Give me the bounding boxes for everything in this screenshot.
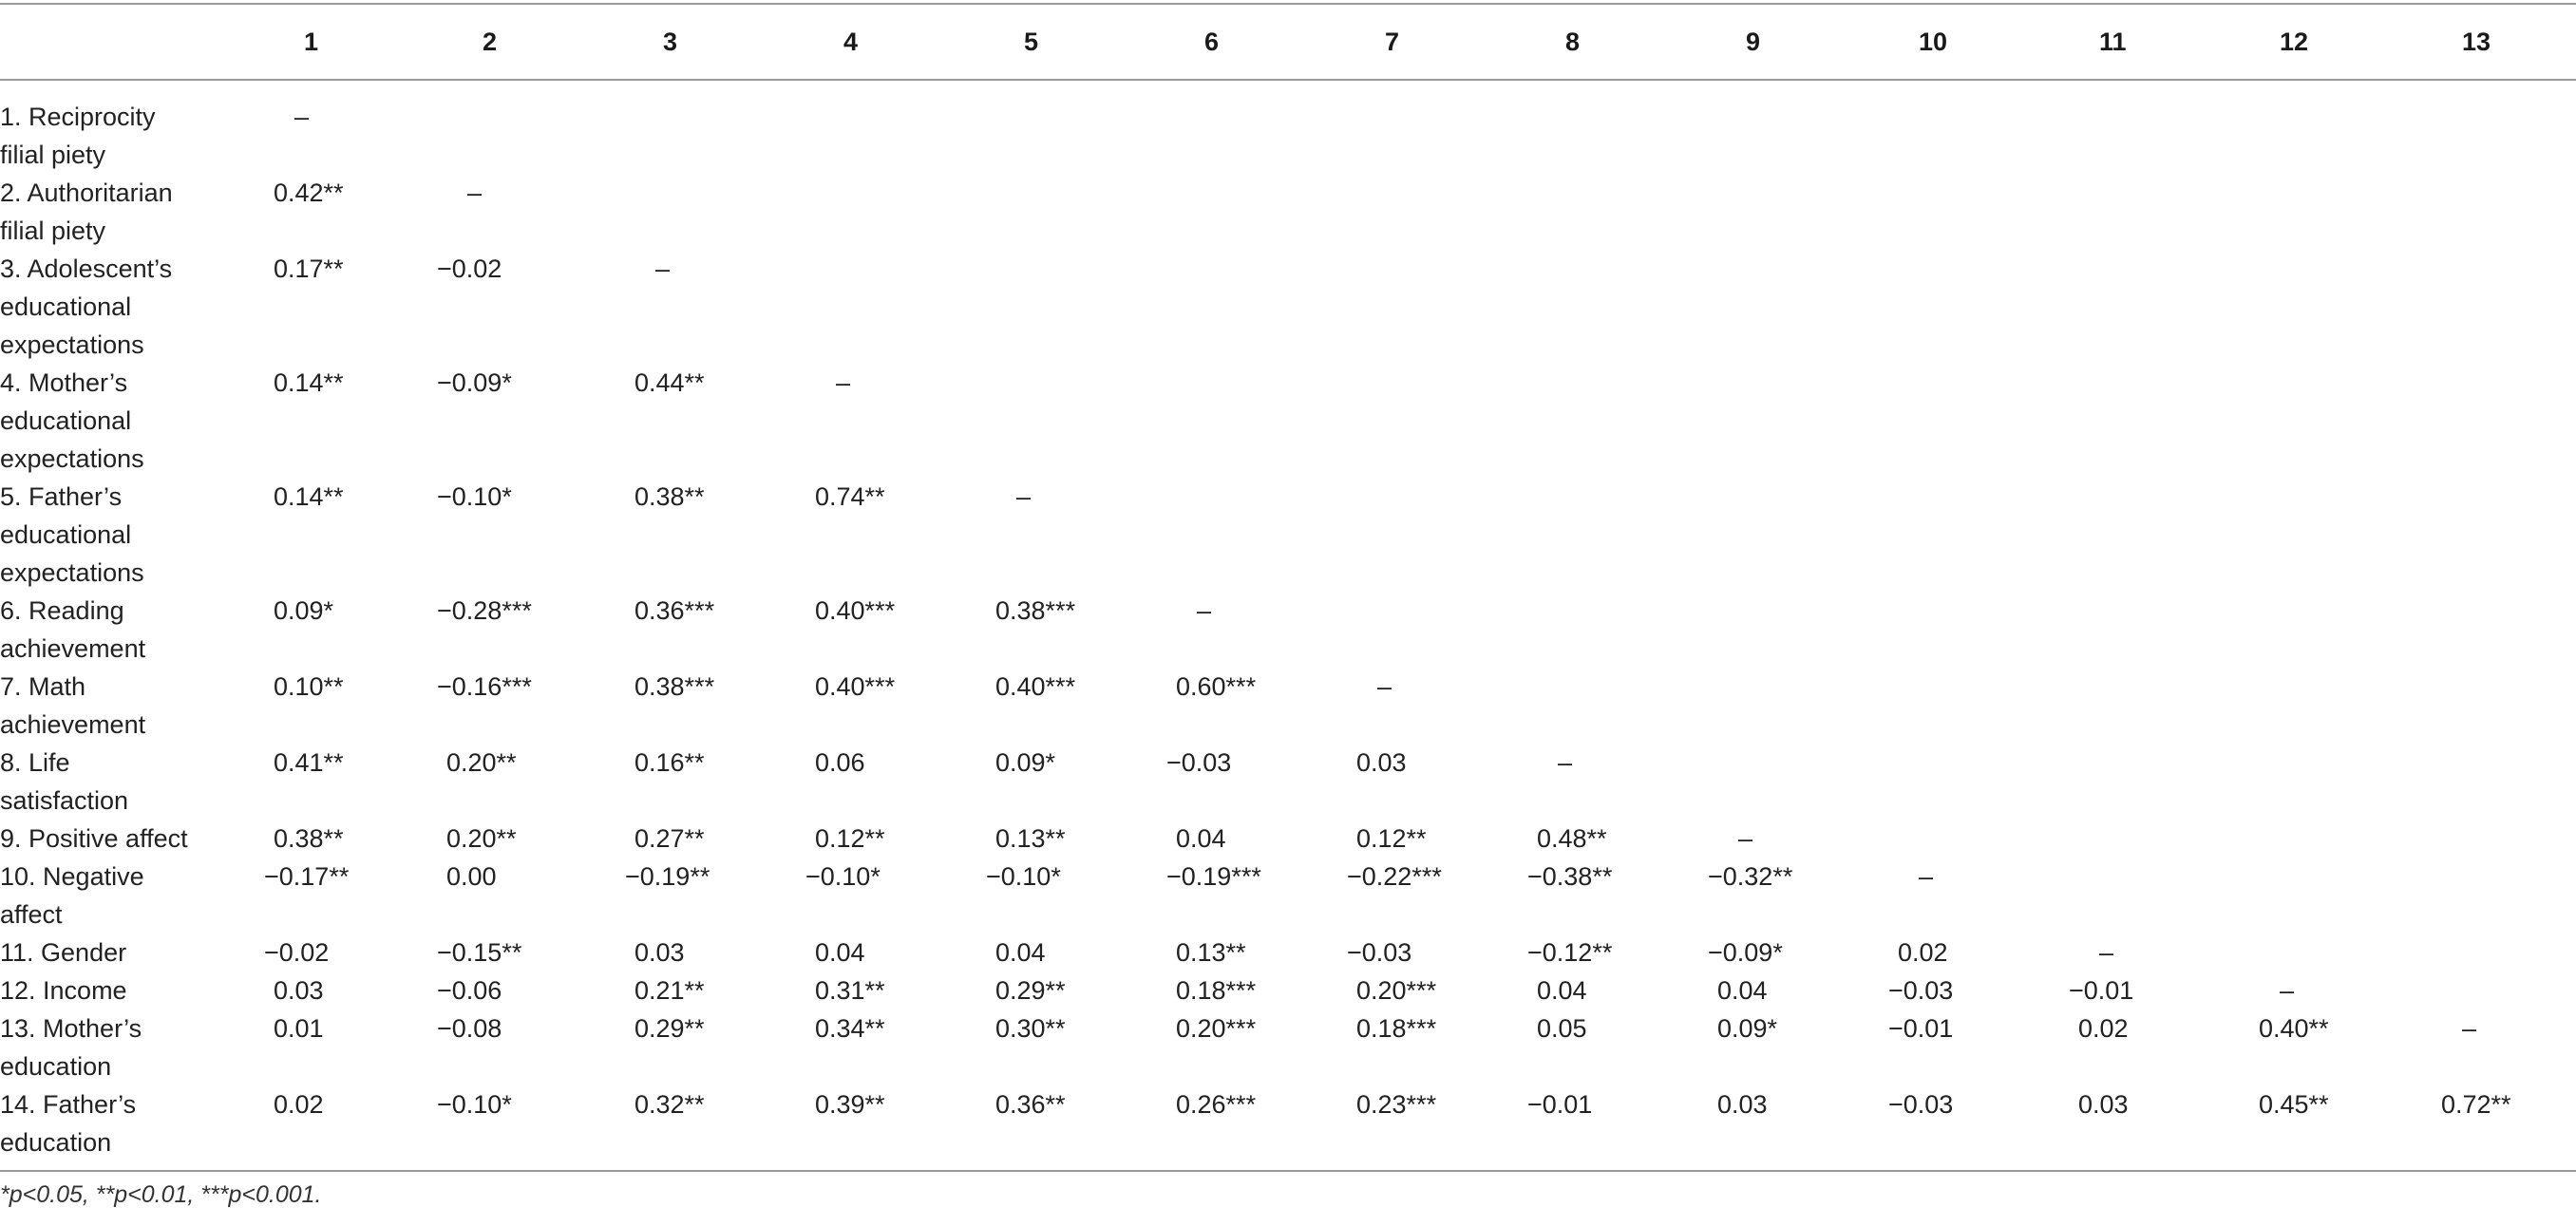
table-cell: [1995, 250, 2175, 364]
table-cell: –: [2280, 976, 2295, 1005]
table-cell: [2356, 174, 2576, 250]
table-cell: 0.13**: [1176, 938, 1246, 967]
table-cell: 0.04: [815, 938, 865, 967]
table-cell: 0.34**: [815, 1014, 885, 1043]
table-cell: [1995, 79, 2175, 174]
table-body: [0, 79, 2576, 1161]
table-cell: 0.74**: [815, 482, 885, 511]
table-cell: −0.32**: [1708, 862, 1793, 891]
table-cell: −0.28***: [437, 596, 532, 625]
table-cell: 0.38**: [635, 482, 705, 511]
table-cell: [912, 79, 1092, 174]
table-cell: 0.20**: [446, 748, 517, 777]
table-cell: 0.21**: [635, 976, 705, 1005]
table-cell: [551, 79, 731, 174]
row-label: 12. Income: [0, 976, 127, 1005]
table-cell: [1092, 478, 1273, 592]
table-cell: 0.26***: [1176, 1090, 1257, 1119]
table-cell: −0.09*: [437, 368, 512, 397]
header-cell-3: 3: [663, 28, 678, 56]
table-cell: −0.19***: [1166, 862, 1261, 891]
table-cell: [2356, 478, 2576, 592]
table-cell: −0.22***: [1347, 862, 1442, 891]
table-cell: [1273, 364, 1453, 478]
header-cell-1: 1: [304, 28, 319, 56]
table-cell: 0.40**: [2259, 1014, 2329, 1043]
table-cell: [1453, 668, 1634, 744]
table-cell: 0.02: [1898, 938, 1948, 967]
table-cell: 0.09*: [274, 596, 334, 625]
row-label: 1. Reciprocity filial piety: [0, 103, 156, 169]
table-cell: [1995, 592, 2175, 668]
row-label: 4. Mother’s educational expectations: [0, 368, 144, 473]
table-cell: 0.04: [1176, 824, 1226, 853]
table-cell: 0.40***: [815, 672, 896, 701]
header-row: [0, 5, 2576, 79]
row-label: 8. Life satisfaction: [0, 748, 129, 815]
table-cell: [1273, 79, 1453, 174]
table-cell: [2356, 592, 2576, 668]
table-cell: 0.20***: [1176, 1014, 1257, 1043]
table-cell: 0.16**: [635, 748, 705, 777]
table-cell: [912, 174, 1092, 250]
table-cell: 0.03: [1356, 748, 1407, 777]
table-cell: 0.10**: [274, 672, 344, 701]
table-cell: [1814, 250, 1995, 364]
table-cell: 0.44**: [635, 368, 705, 397]
table-cell: −0.06: [437, 976, 502, 1005]
table-cell: −0.03: [1888, 976, 1954, 1005]
table-cell: [1814, 79, 1995, 174]
row-label: 10. Negative affect: [0, 862, 144, 929]
table-cell: [1995, 858, 2175, 934]
header-cell-2: 2: [483, 28, 498, 56]
table-row: [0, 250, 2576, 364]
table-cell: 0.36**: [995, 1090, 1066, 1119]
table-cell: 0.14**: [274, 482, 344, 511]
table-cell: 0.45**: [2259, 1090, 2329, 1119]
table-row: [0, 174, 2576, 250]
table-cell: [1995, 174, 2175, 250]
row-label: 6. Reading achievement: [0, 596, 146, 663]
table-cell: −0.03: [1347, 938, 1412, 967]
table-cell: 0.09*: [1717, 1014, 1778, 1043]
table-cell: [551, 174, 731, 250]
row-label: 3. Adolescent’s educational expectations: [0, 255, 173, 359]
table-cell: –: [1558, 748, 1573, 777]
header-cell-6: 6: [1204, 28, 1220, 56]
table-cell: [2175, 668, 2356, 744]
table-row: [0, 820, 2576, 858]
table-cell: 0.03: [635, 938, 685, 967]
table-cell: 0.41**: [274, 748, 344, 777]
row-label: 2. Authoritarian filial piety: [0, 179, 173, 245]
table-cell: [1995, 744, 2175, 820]
table-cell: [2356, 934, 2576, 971]
table-cell: 0.13**: [995, 824, 1066, 853]
table-cell: 0.36***: [635, 596, 715, 625]
table-cell: 0.20***: [1356, 976, 1437, 1005]
table-cell: [1092, 79, 1273, 174]
table-cell: [1092, 174, 1273, 250]
table-cell: 0.29**: [995, 976, 1066, 1005]
table-cell: –: [1016, 482, 1032, 511]
header-cell-5: 5: [1024, 28, 1039, 56]
table-cell: 0.40***: [995, 672, 1076, 701]
row-label: 5. Father’s educational expectations: [0, 482, 144, 587]
table-bottom-rule: [0, 1170, 2576, 1172]
table-cell: [2175, 478, 2356, 592]
table-row: [0, 971, 2576, 1009]
table-cell: [2175, 174, 2356, 250]
table-cell: [1814, 592, 1995, 668]
table-cell: [1092, 364, 1273, 478]
table-cell: −0.16***: [437, 672, 532, 701]
table-cell: 0.29**: [635, 1014, 705, 1043]
row-label: 11. Gender: [0, 938, 127, 967]
table-cell: −0.03: [1166, 748, 1232, 777]
table-cell: [912, 250, 1092, 364]
row-label: 7. Math achievement: [0, 672, 146, 739]
table-cell: [1634, 174, 1814, 250]
header-cell-10: 10: [1919, 28, 1948, 56]
table-cell: 0.27**: [635, 824, 705, 853]
header-cell-label: [0, 5, 190, 79]
table-row: [0, 1085, 2576, 1161]
table-cell: −0.10*: [805, 862, 881, 891]
header-cell-13: 13: [2462, 28, 2491, 56]
table-cell: −0.03: [1888, 1090, 1954, 1119]
table-cell: [1453, 478, 1634, 592]
row-label: 13. Mother’s education: [0, 1014, 142, 1081]
table-cell: –: [1377, 672, 1392, 701]
table-cell: 0.38***: [635, 672, 715, 701]
table-cell: 0.17**: [274, 255, 344, 283]
table-cell: 0.09*: [995, 748, 1056, 777]
table-cell: [1634, 250, 1814, 364]
table-cell: −0.19**: [625, 862, 710, 891]
table-cell: [1814, 668, 1995, 744]
table-cell: 0.48**: [1537, 824, 1607, 853]
table-cell: −0.10*: [437, 1090, 512, 1119]
table-cell: [1634, 668, 1814, 744]
table-cell: [1634, 478, 1814, 592]
table-cell: [1273, 250, 1453, 364]
table-cell: [1273, 174, 1453, 250]
table-cell: [2356, 971, 2576, 1009]
header-cell-12: 12: [2280, 28, 2309, 56]
table-cell: [1634, 364, 1814, 478]
table-cell: [2356, 79, 2576, 174]
table-cell: −0.09*: [1708, 938, 1783, 967]
table-cell: 0.14**: [274, 368, 344, 397]
table-cell: [1814, 820, 1995, 858]
table-cell: [1634, 744, 1814, 820]
table-cell: 0.03: [274, 976, 324, 1005]
table-cell: –: [467, 179, 483, 207]
table-row: [0, 79, 2576, 174]
table-cell: 0.60***: [1176, 672, 1257, 701]
table-cell: 0.18***: [1176, 976, 1257, 1005]
table-row: [0, 478, 2576, 592]
table-cell: 0.02: [2078, 1014, 2129, 1043]
table-cell: −0.01: [1527, 1090, 1593, 1119]
header-cell-7: 7: [1385, 28, 1400, 56]
table-cell: 0.04: [1537, 976, 1587, 1005]
header-cell-4: 4: [843, 28, 859, 56]
table-cell: [731, 174, 912, 250]
header-cell-11: 11: [2099, 28, 2127, 56]
table-row: [0, 744, 2576, 820]
table-cell: [731, 250, 912, 364]
table-cell: 0.38**: [274, 824, 344, 853]
table-cell: −0.10*: [986, 862, 1061, 891]
table-cell: −0.17**: [264, 862, 350, 891]
table-row: [0, 858, 2576, 934]
table-cell: 0.23***: [1356, 1090, 1437, 1119]
table-cell: [1995, 668, 2175, 744]
table-cell: [1814, 174, 1995, 250]
table-cell: [2356, 668, 2576, 744]
table-cell: –: [1197, 596, 1212, 625]
table-cell: 0.72**: [2441, 1090, 2511, 1119]
table-cell: 0.03: [2078, 1090, 2129, 1119]
table-footnote: *p<0.05, **p<0.01, ***p<0.001.: [0, 1181, 322, 1208]
table-cell: −0.08: [437, 1014, 502, 1043]
table-cell: −0.01: [2069, 976, 2134, 1005]
table-cell: –: [1919, 862, 1934, 891]
table-cell: 0.30**: [995, 1014, 1066, 1043]
table-cell: 0.38***: [995, 596, 1076, 625]
header-cell-9: 9: [1746, 28, 1761, 56]
table-cell: [1453, 79, 1634, 174]
table-cell: 0.12**: [815, 824, 885, 853]
table-cell: [1814, 744, 1995, 820]
table-cell: −0.38**: [1527, 862, 1613, 891]
table-cell: [2356, 820, 2576, 858]
table-cell: [1092, 250, 1273, 364]
table-cell: 0.12**: [1356, 824, 1427, 853]
table-cell: 0.04: [995, 938, 1046, 967]
table-cell: −0.01: [1888, 1014, 1954, 1043]
table-cell: [2356, 858, 2576, 934]
table-row: [0, 592, 2576, 668]
table-cell: [2175, 592, 2356, 668]
table-cell: [1814, 364, 1995, 478]
table-cell: [1273, 478, 1453, 592]
table-cell: –: [294, 103, 310, 131]
table-cell: [2175, 858, 2356, 934]
table-cell: 0.02: [274, 1090, 324, 1119]
table-cell: [731, 79, 912, 174]
table-cell: [2356, 250, 2576, 364]
table-cell: [2175, 820, 2356, 858]
table-cell: [1814, 478, 1995, 592]
correlation-table: [0, 5, 2576, 1161]
table-cell: [1995, 364, 2175, 478]
table-cell: [2356, 364, 2576, 478]
row-label: 9. Positive affect: [0, 824, 188, 853]
table-cell: [1453, 250, 1634, 364]
table-cell: [1273, 592, 1453, 668]
table-cell: [1995, 478, 2175, 592]
table-cell: [912, 364, 1092, 478]
table-cell: 0.03: [1717, 1090, 1768, 1119]
table-row: [0, 934, 2576, 971]
table-cell: 0.32**: [635, 1090, 705, 1119]
table-cell: [1453, 174, 1634, 250]
table-cell: [2175, 79, 2356, 174]
table-cell: 0.06: [815, 748, 865, 777]
row-label: 14. Father’s education: [0, 1090, 137, 1157]
table-cell: −0.02: [437, 255, 502, 283]
table-cell: [1453, 592, 1634, 668]
table-cell: [370, 79, 551, 174]
table-cell: −0.10*: [437, 482, 512, 511]
table-cell: 0.05: [1537, 1014, 1587, 1043]
table-cell: –: [1738, 824, 1753, 853]
table-cell: [2175, 364, 2356, 478]
table-cell: [2175, 744, 2356, 820]
table-cell: [1453, 364, 1634, 478]
table-cell: 0.18***: [1356, 1014, 1437, 1043]
table-cell: [1634, 79, 1814, 174]
table-cell: 0.20**: [446, 824, 517, 853]
table-cell: –: [836, 368, 851, 397]
table-cell: 0.40***: [815, 596, 896, 625]
table-cell: [2356, 744, 2576, 820]
table-row: [0, 668, 2576, 744]
table-cell: [1995, 820, 2175, 858]
table-cell: 0.01: [274, 1014, 324, 1043]
table-cell: 0.31**: [815, 976, 885, 1005]
header-cell-8: 8: [1565, 28, 1581, 56]
table-cell: [2175, 934, 2356, 971]
table-cell: –: [2099, 938, 2114, 967]
table-cell: 0.42**: [274, 179, 344, 207]
table-cell: [2175, 250, 2356, 364]
table-cell: –: [655, 255, 671, 283]
table-cell: [1634, 592, 1814, 668]
table-cell: 0.00: [446, 862, 497, 891]
table-cell: −0.02: [264, 938, 330, 967]
table-cell: –: [2462, 1014, 2477, 1043]
table-cell: −0.15**: [437, 938, 522, 967]
table-cell: 0.04: [1717, 976, 1768, 1005]
table-cell: −0.12**: [1527, 938, 1613, 967]
table-row: [0, 1009, 2576, 1085]
table-row: [0, 364, 2576, 478]
table-cell: 0.39**: [815, 1090, 885, 1119]
